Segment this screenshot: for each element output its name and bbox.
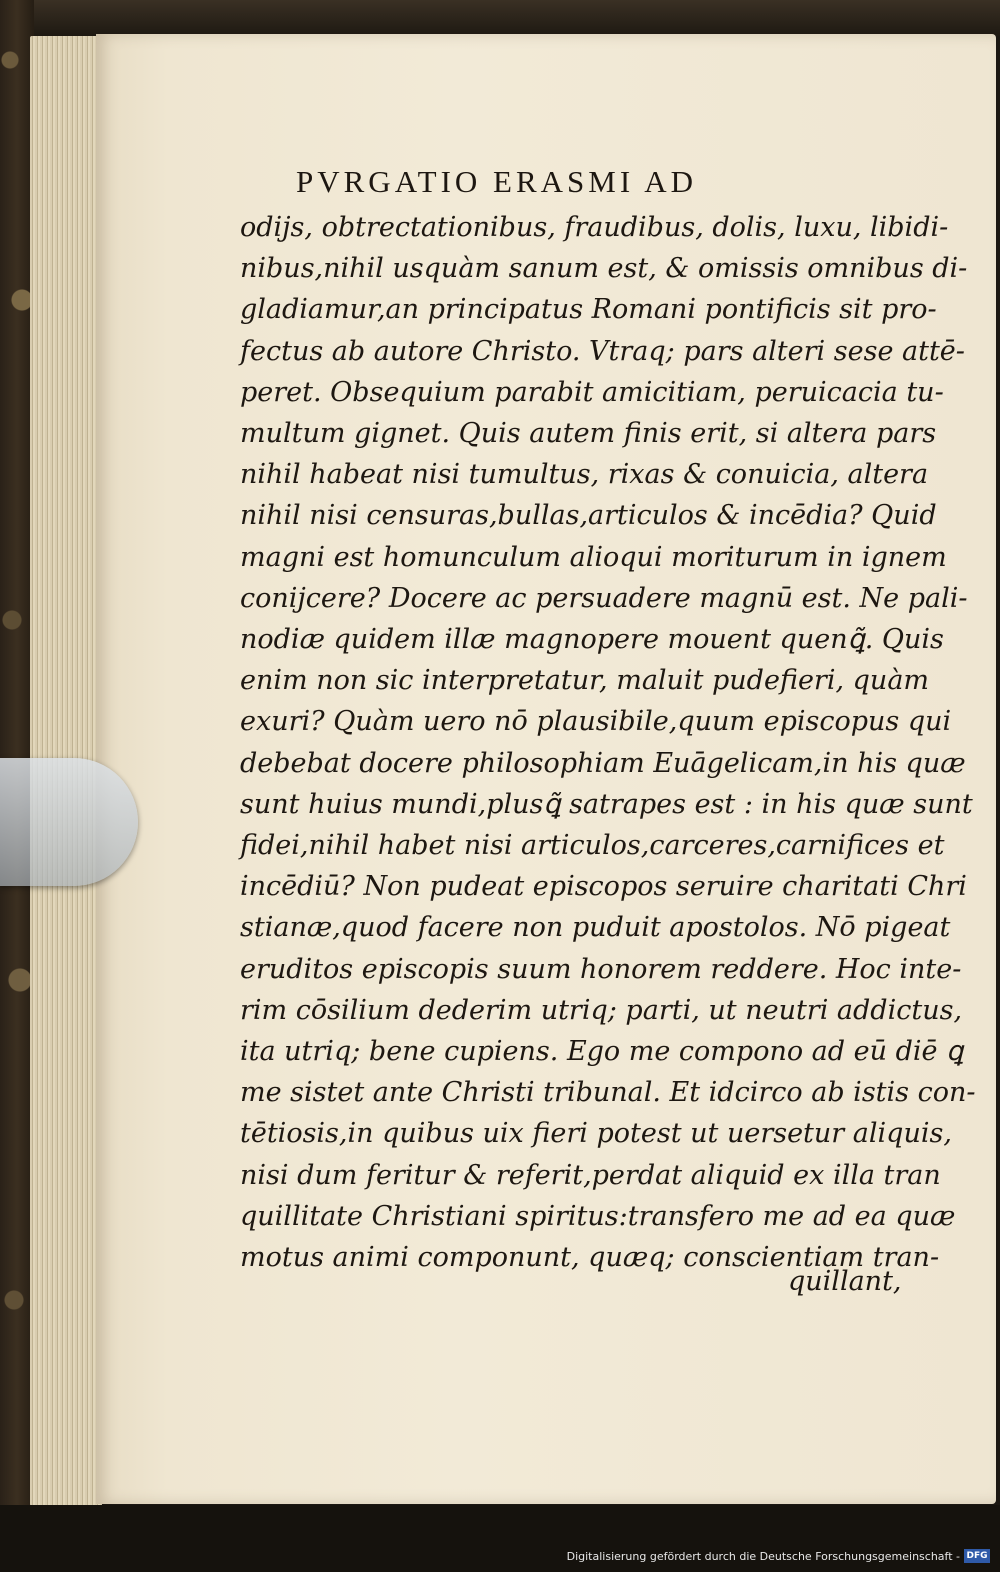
text-line: quillitate Christiani spiritus:transfero me ad ea quæ (240, 1200, 956, 1232)
text-line: fidei,nihil habet nisi articulos,carceres,carnifices et (240, 830, 945, 861)
text-line: rim cōsilium dederim utriq; parti, ut neutri addictus, (240, 994, 963, 1026)
text-line: exuri? Quàm uero nō plausibile,quum episcopus qui (240, 706, 952, 738)
text-line: sunt huius mundi,plusꝗ̃ satrapes est : in his quæ sunt (240, 788, 973, 820)
text-line: stianæ,quod facere non puduit apostolos. Nō pigeat (240, 912, 951, 944)
text-line: magni est homunculum alioqui moriturum in ignem (240, 541, 947, 573)
text-line: conijcere? Docere ac persuadere magnū est. Ne pali- (240, 582, 968, 614)
footer-credit: Digitalisierung gefördert durch die Deutsche Forschungsgemeinschaft - (566, 1550, 960, 1563)
text-line: debebat docere philosophiam Euāgelicam,in his quæ (240, 747, 966, 779)
text-line: nibus,nihil usquàm sanum est, & omissis omnibus di- (240, 253, 968, 285)
text-line: enim non sic interpretatur, maluit pudefieri, quàm (240, 665, 930, 697)
text-line: odijs, obtrectationibus, fraudibus, dolis, luxu, libidi- (240, 212, 949, 243)
running-head: PVRGATIO ERASMI AD (296, 164, 697, 199)
dfg-logo: DFG (964, 1549, 990, 1563)
text-line: nodiæ quidem illæ magnopere mouent quenꝗ̃. Quis (240, 624, 944, 655)
text-line: incēdiū? Non pudeat episcopos seruire charitati Chri (240, 871, 967, 903)
text-line: eruditos episcopis suum honorem reddere. Hoc inte- (240, 953, 962, 985)
text-line: tētiosis,in quibus uix fieri potest ut uersetur aliquis, (240, 1118, 952, 1150)
text-line: motus animi componunt, quæq; conscientiam tran- (240, 1242, 940, 1273)
catchword: quillant, (788, 1266, 902, 1297)
text-line: multum gignet. Quis autem finis erit, si altera pars (240, 418, 937, 449)
text-line: peret. Obsequium parabit amicitiam, peruicacia tu- (240, 376, 944, 408)
text-line: ita utriq; bene cupiens. Ego me compono ad eū diē ꝗ (240, 1036, 964, 1067)
text-line: nisi dum feritur & referit,perdat aliquid ex illa tran (240, 1159, 941, 1191)
book-top-edge (0, 0, 1000, 36)
text-line: gladiamur,an principatus Romani pontificis sit pro- (240, 294, 937, 326)
text-line: me sistet ante Christi tribunal. Et idcirco ab istis con- (240, 1077, 976, 1109)
bookmark-clip (0, 758, 138, 886)
text-line: nihil habeat nisi tumultus, rixas & conuicia, altera (240, 459, 929, 491)
text-line: fectus ab autore Christo. Vtraq; pars alteri sese attē- (240, 335, 965, 367)
text-line: nihil nisi censuras,bullas,articulos & incēdia? Quid (240, 500, 937, 532)
